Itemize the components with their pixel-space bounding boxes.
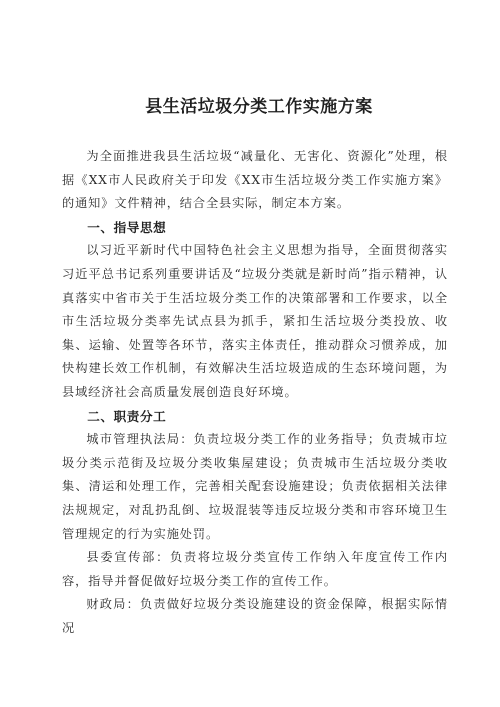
section-heading-guiding-ideology: 一、指导思想 xyxy=(87,219,167,235)
responsibility-paragraph-publicity: 县委宣传部：负责将垃圾分类宣传工作纳入年度宣传工作内容，指导并督促做好垃圾分类工作的宣传工作。 xyxy=(62,550,448,588)
intro-paragraph: 为全面推进我县生活垃圾“减量化、无害化、资源化”处理，根据《XX市人民政府关于印发《XX市生活垃圾分类工作实施方案》的通知》文件精神，结合全县实际，制定本方案。 xyxy=(62,149,448,211)
guiding-ideology-paragraph: 以习近平新时代中国特色社会主义思想为指导，全面贯彻落实习近平总书记系列重要讲话及“垃圾分类就是新时尚”指示精神，认真落实中省市关于生活垃圾分类工作的决策部署和工作要求，以全市生活垃圾分类率先试点县为抓手，紧扣生活垃圾分类投放、收集、运输、处置等各环节，落实主体责任，推动群众习惯养成，加快构建长效工作机制，有效解决生活垃圾造成的生态环境问题，为县域经济社会高质量发展创造良好环境。 xyxy=(62,243,448,399)
responsibility-paragraph-finance: 财政局：负责做好垃圾分类设施建设的资金保障，根据实际情况 xyxy=(62,597,448,635)
section-heading-responsibilities: 二、职责分工 xyxy=(87,408,167,424)
document-title: 县生活垃圾分类工作实施方案 xyxy=(145,97,373,117)
responsibility-paragraph-urban-management: 城市管理执法局：负责垃圾分类工作的业务指导；负责城市垃圾分类示范街及垃圾分类收集屋建设；负责城市生活垃圾分类收集、清运和处理工作，完善相关配套设施建设；负责依据相关法律法规规定，对乱扔乱倒、垃圾混装等违反垃圾分类和市容环境卫生管理规定的行为实施处罚。 xyxy=(62,432,448,541)
